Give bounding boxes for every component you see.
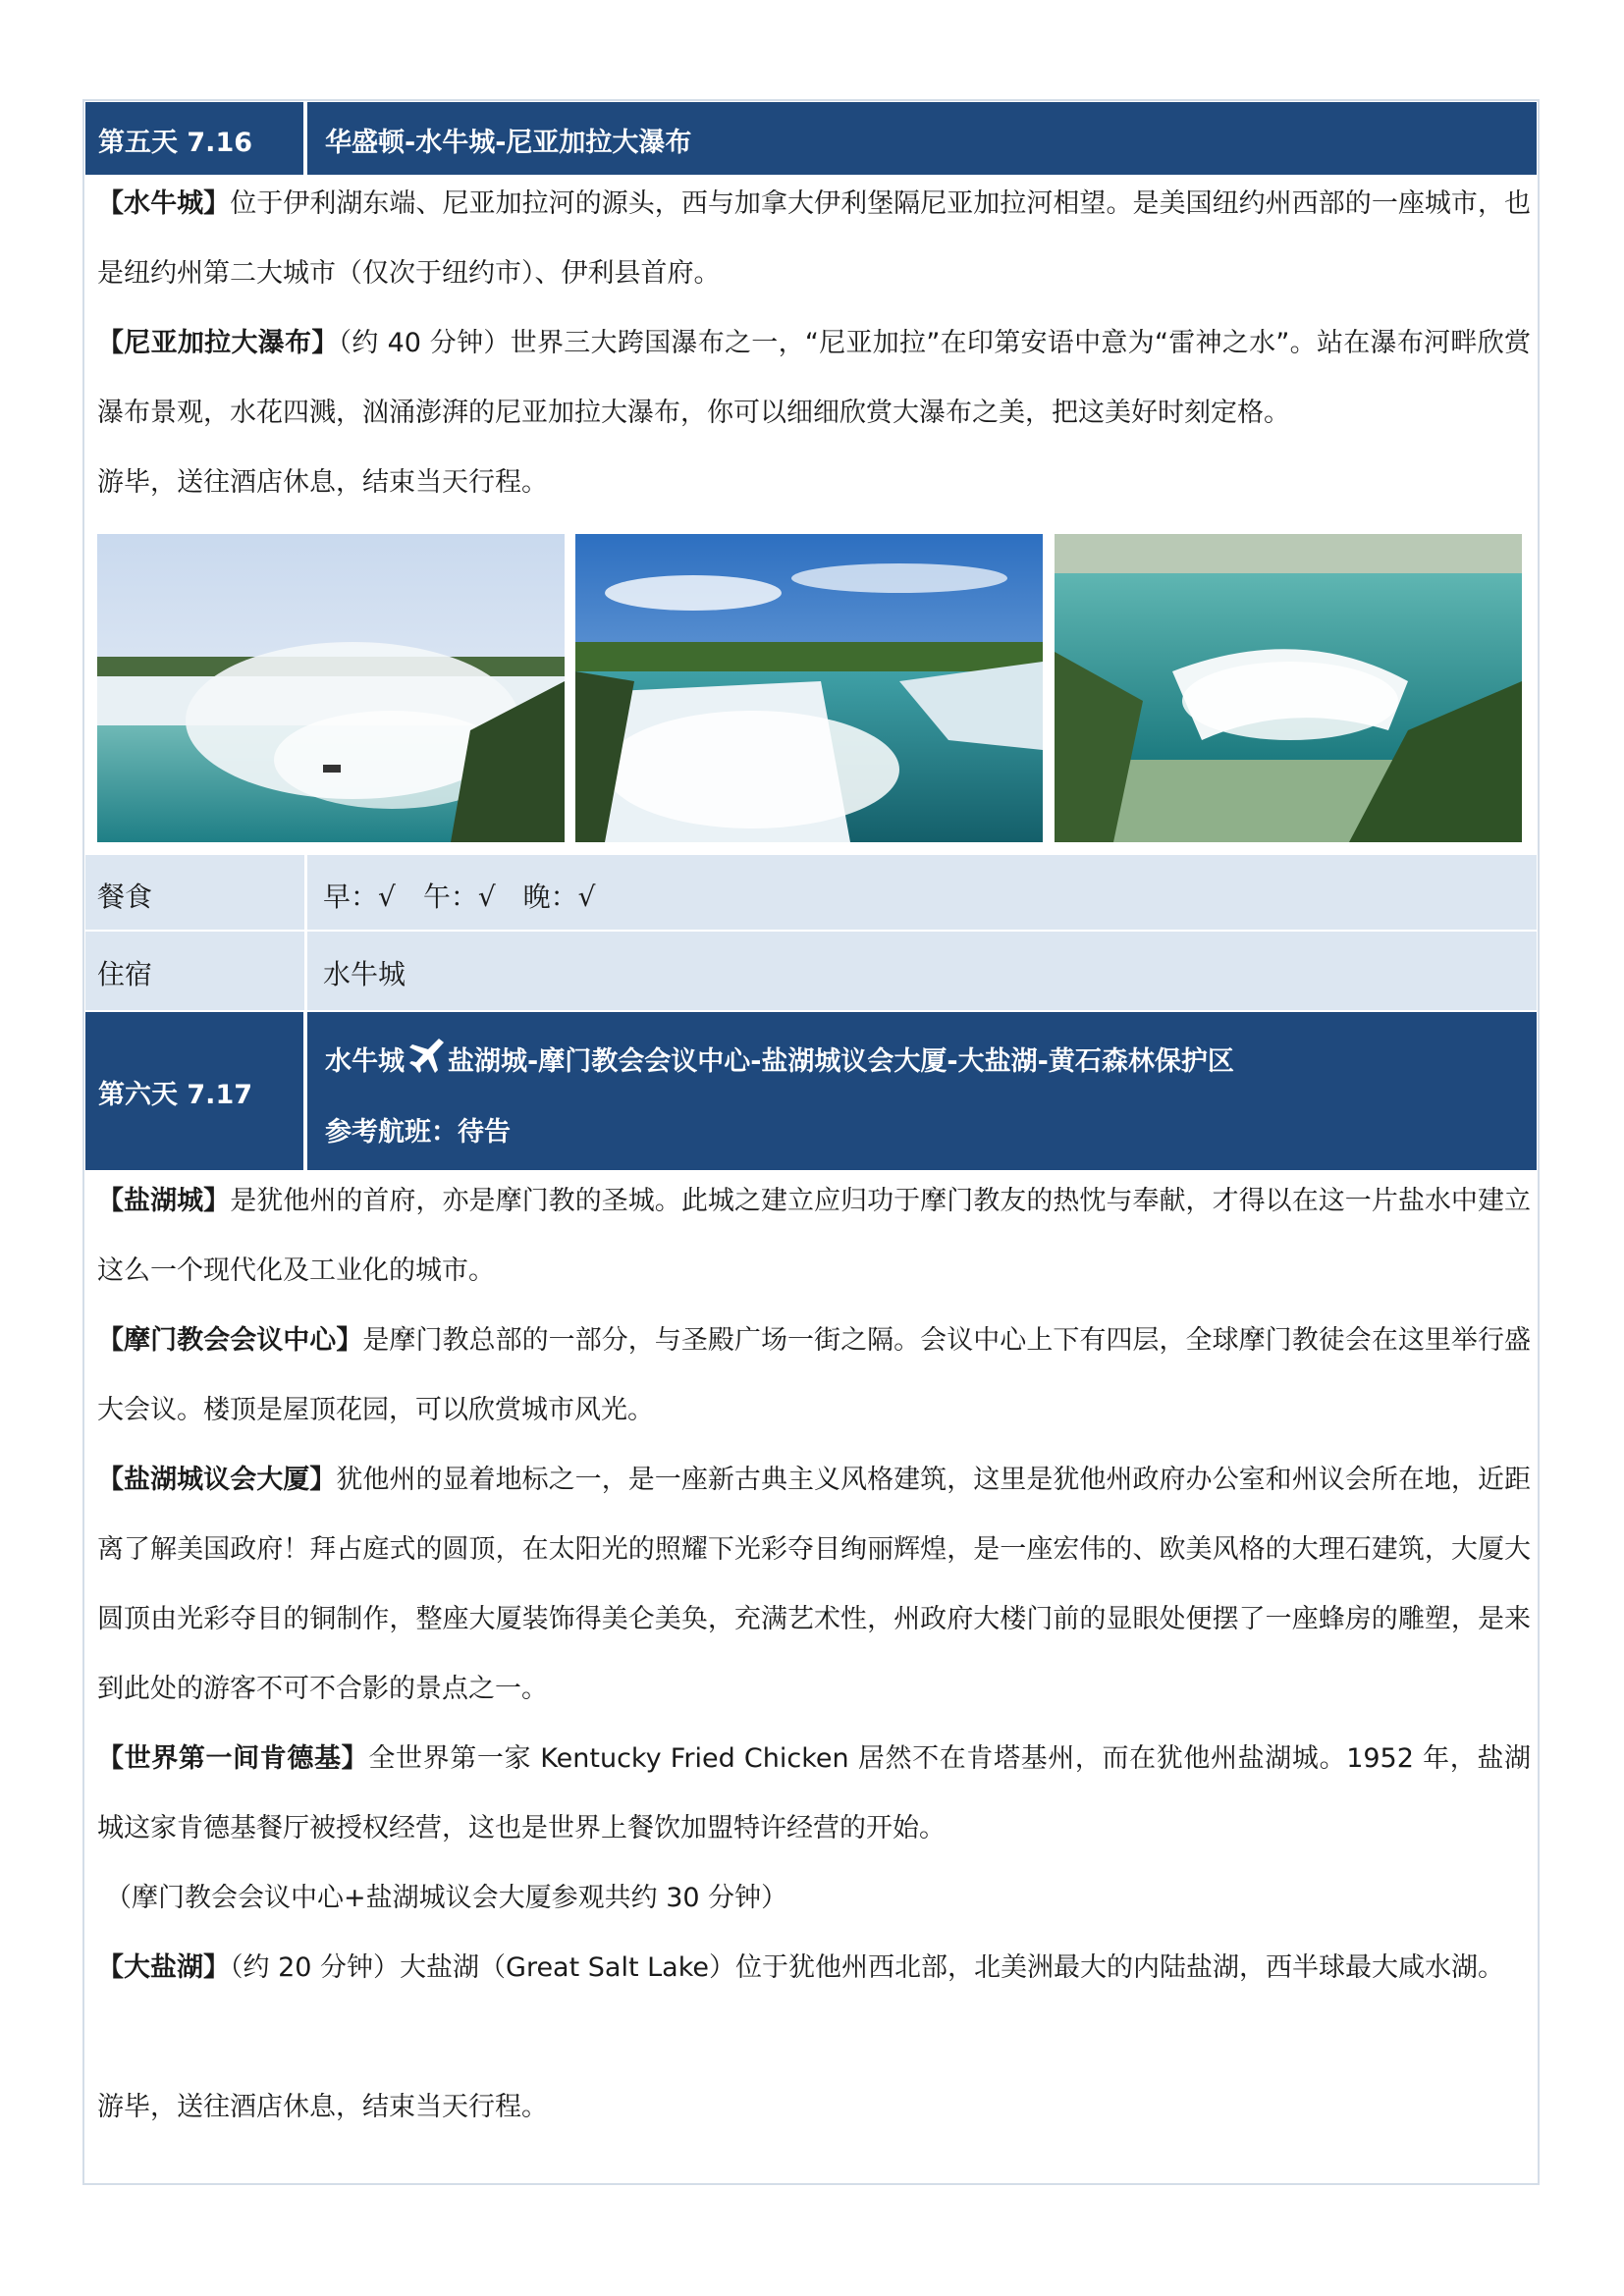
meals-row — [85, 853, 1537, 932]
lake-paragraph — [97, 1933, 1531, 2002]
niagara-photo-2 — [575, 534, 1043, 842]
slc-text: 是犹他州的首府，亦是摩门教的圣城。此城之建立应归功于摩门教友的热忱与奉献，才得以在这一片盐水中建立这么一个现代化及工业化的城市。 — [97, 1186, 1532, 1286]
day6-header — [85, 1012, 1537, 1170]
day6-date: 第六天 7.17 — [98, 1080, 253, 1110]
day6-route-line — [325, 1037, 1234, 1083]
slc-title: 【盐湖城】 — [97, 1186, 231, 1216]
kfc-text: 全世界第一家 Kentucky Fried Chicken 居然不在肯塔基州，而在犹他州盐湖城。1952 年，盐湖城这家肯德基餐厅被授权经营，这也是世界上餐饮加盟特许经营的开始。 — [97, 1743, 1532, 1843]
hotel-row — [85, 930, 1537, 1010]
hotel-value: 水牛城 — [323, 958, 406, 990]
meals-label: 餐食 — [97, 881, 153, 913]
day6-route-from: 水牛城 — [325, 1046, 405, 1077]
visit-note: （摩门教会会议中心+盐湖城议会大厦参观共约 30 分钟） — [105, 1883, 788, 1913]
day5-header — [85, 102, 1537, 175]
lake-text: （约 20 分钟）大盐湖（Great Salt Lake）位于犹他州西北部，北美洲最大的内陆盐湖，西半球最大咸水湖。 — [230, 1952, 1505, 1983]
capitol-text: 犹他州的显着地标之一，是一座新古典主义风格建筑，这里是犹他州政府办公室和州议会所在地，近距离了解美国政府！拜占庭式的圆顶，在太阳光的照耀下光彩夺目绚丽辉煌，是一座宏伟的、欧美风格的大理石建筑，大厦大圆顶由光彩夺目的铜制作，整座大厦装饰得美仑美奂，充满艺术性，州政府大楼门前的显眼处便摆了一座蜂房的雕塑，是来到此处的游客不可不合影的景点之一。 — [97, 1465, 1532, 1704]
niagara-photo-3 — [1055, 534, 1522, 842]
kfc-title: 【世界第一间肯德基】 — [97, 1743, 369, 1774]
buffalo-paragraph — [97, 169, 1531, 308]
buffalo-title: 【水牛城】 — [97, 188, 231, 219]
day5-route: 华盛顿-水牛城-尼亚加拉大瀑布 — [325, 128, 692, 158]
mormon-title: 【摩门教会会议中心】 — [97, 1325, 363, 1356]
day5-date: 第五天 7.16 — [98, 128, 253, 158]
hotel-label: 住宿 — [97, 958, 153, 990]
slc-paragraph — [97, 1166, 1531, 1306]
day5-closing: 游毕，送往酒店休息，结束当天行程。 — [97, 467, 548, 498]
meals-value: 早：√ 午：√ 晚：√ — [323, 881, 596, 913]
kfc-paragraph — [97, 1724, 1531, 1863]
niagara-photo-1 — [97, 534, 565, 842]
mormon-text: 是摩门教总部的一部分，与圣殿广场一街之隔。会议中心上下有四层，全球摩门教徒会在这里举行盛大会议。楼顶是屋顶花园，可以欣赏城市风光。 — [97, 1325, 1532, 1425]
mormon-paragraph — [97, 1306, 1531, 1445]
airplane-icon — [406, 1037, 446, 1083]
buffalo-text: 位于伊利湖东端、尼亚加拉河的源头，西与加拿大伊利堡隔尼亚加拉河相望。是美国纽约州西部的一座城市，也是纽约州第二大城市（仅次于纽约市）、伊利县首府。 — [97, 188, 1532, 289]
capitol-paragraph — [97, 1445, 1531, 1724]
day6-flight: 参考航班：待告 — [325, 1117, 511, 1148]
niagara-paragraph — [97, 308, 1531, 448]
day6-closing: 游毕，送往酒店休息，结束当天行程。 — [97, 2092, 548, 2122]
lake-title: 【大盐湖】 — [97, 1952, 230, 1983]
niagara-title: 【尼亚加拉大瀑布】 — [97, 328, 339, 358]
capitol-title: 【盐湖城议会大厦】 — [97, 1465, 337, 1495]
day6-route-to: 盐湖城-摩门教会会议中心-盐湖城议会大厦-大盐湖-黄石森林保护区 — [448, 1046, 1234, 1077]
niagara-text: （约 40 分钟）世界三大跨国瀑布之一，“尼亚加拉”在印第安语中意为“雷神之水”。站在瀑布河畔欣赏瀑布景观，水花四溅，汹涌澎湃的尼亚加拉大瀑布，你可以细细欣赏大瀑布之美，把这美好时刻定格。 — [97, 328, 1531, 428]
